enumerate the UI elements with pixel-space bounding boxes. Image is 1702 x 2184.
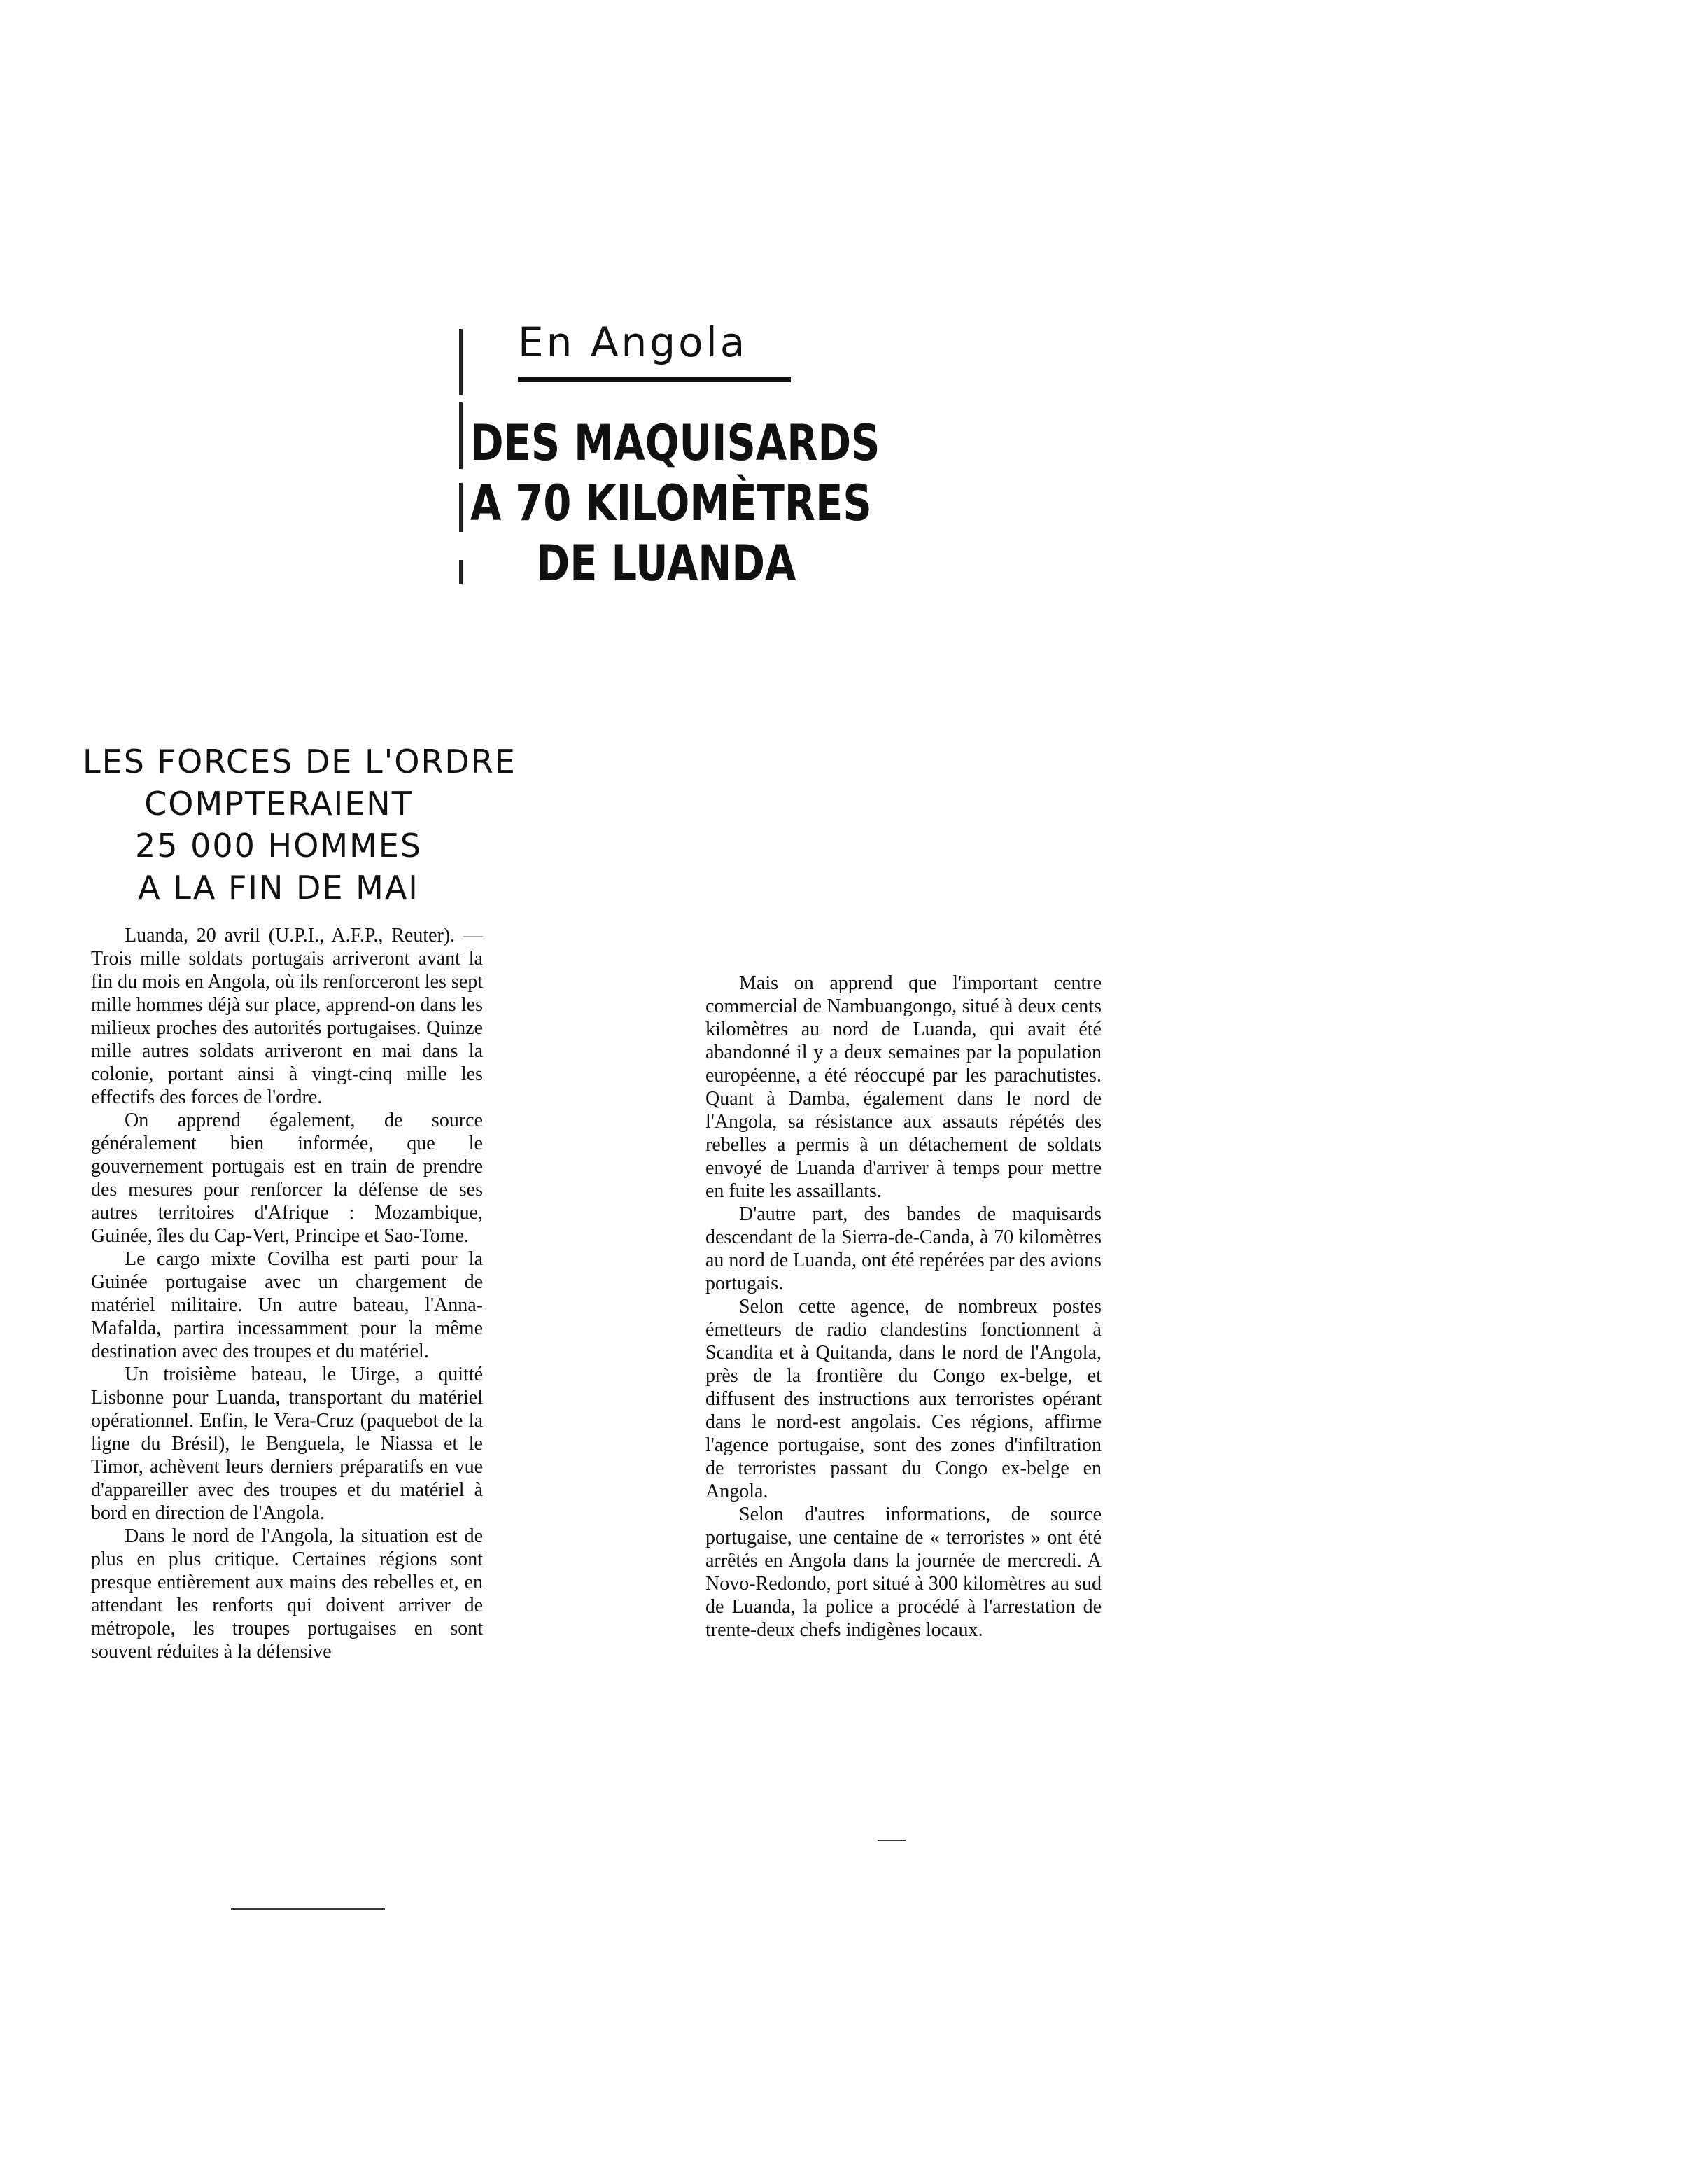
headline-line: DES MAQUISARDS	[470, 414, 880, 472]
kicker-underline	[518, 377, 791, 382]
column-end-rule	[231, 1908, 385, 1910]
header-rule	[459, 329, 463, 396]
article-paragraph: Un troisième bateau, le Uirge, a quitté Lisbonne pour Luanda, transportant du matériel opérationnel. Enfin, le Vera-Cruz (paquebot de la ligne du Brésil), le Benguela, le Niassa et le Timor, achèvent leurs derniers préparatifs en vue d'appareiller avec des troupes et du matériel à bord en direction de l'Angola.	[91, 1364, 483, 1524]
article-paragraph: On apprend également, de source généralement bien informée, que le gouvernement portugais est en train de prendre des mesures pour renforcer la défense de ses autres territoires d'Afrique : Mozambique, Guinée, îles du Cap-Vert, Principe et Sao-Tome.	[91, 1110, 483, 1247]
article-paragraph: Selon cette agence, de nombreux postes émetteurs de radio clandestins fonctionnent à Scandita et à Quitanda, dans le nord de l'Angola, près de la frontière du Congo ex-belge, et diffusent des instructions aux terroristes opérant dans le nord-est angolais. Ces régions, affirme l'agence portugaise, sont des zones d'infiltration de terroristes passant du Congo ex-belge en Angola.	[705, 1296, 1102, 1502]
header-rule	[459, 483, 463, 532]
header-rule	[459, 402, 463, 469]
headline	[470, 413, 880, 594]
subheadline-line: A LA FIN DE MAI	[138, 869, 419, 906]
article-paragraph: Luanda, 20 avril (U.P.I., A.F.P., Reuter). — Trois mille soldats portugais arriveront avant la fin du mois en Angola, où ils renforceront les sept mille hommes déjà sur place, apprend-on dans les milieux proches des autorités portugaises. Quinze mille autres soldats arriveront en mai dans la colonie, portant ainsi à vingt-cinq mille les effectifs des forces de l'ordre.	[91, 925, 483, 1108]
article-paragraph: Dans le nord de l'Angola, la situation est de plus en plus critique. Certaines régions sont presque entièrement aux mains des rebelles et, en attendant les renforts qui doivent arriver de métropole, les troupes portugaises en sont souvent réduites à la défensive	[91, 1525, 483, 1662]
article-column-right	[705, 972, 1102, 1642]
article-paragraph: Le cargo mixte Covilha est parti pour la Guinée portugaise avec un chargement de matériel militaire. Un autre bateau, l'Anna-Mafalda, partira incessamment pour la même destination avec des troupes et du matériel.	[91, 1248, 483, 1362]
kicker: En Angola	[518, 318, 748, 366]
article-end-rule	[878, 1840, 906, 1841]
subheadline	[83, 741, 516, 909]
headline-line: A 70 KILOMÈTRES	[470, 475, 872, 532]
headline-line: DE LUANDA	[536, 535, 796, 592]
header-rule	[459, 560, 463, 584]
subheadline-line: LES FORCES DE L'ORDRE	[83, 743, 516, 780]
article-paragraph: Selon d'autres informations, de source portugaise, une centaine de « terroristes » ont été arrêtés en Angola dans la journée de mercredi. A Novo-Redondo, port situé à 300 kilomètres au sud de Luanda, la police a procédé à l'arrestation de trente-deux chefs indigènes locaux.	[705, 1504, 1102, 1641]
article-column-left	[91, 924, 483, 1663]
article-paragraph: Mais on apprend que l'important centre commercial de Nambuangongo, situé à deux cents kilomètres au nord de Luanda, qui avait été abandonné il y a deux semaines par la population européenne, a été réoccupé par les parachutistes. Quant à Damba, également dans le nord de l'Angola, sa résistance aux assauts répétés des rebelles a permis à un détachement de soldats envoyé de Luanda d'arriver à temps pour mettre en fuite les assaillants.	[705, 972, 1102, 1202]
subheadline-line: COMPTERAIENT	[144, 785, 413, 822]
article-paragraph: D'autre part, des bandes de maquisards descendant de la Sierra-de-Canda, à 70 kilomètres au nord de Luanda, ont été repérées par des avions portugais.	[705, 1203, 1102, 1294]
subheadline-line: 25 000 HOMMES	[134, 827, 422, 864]
